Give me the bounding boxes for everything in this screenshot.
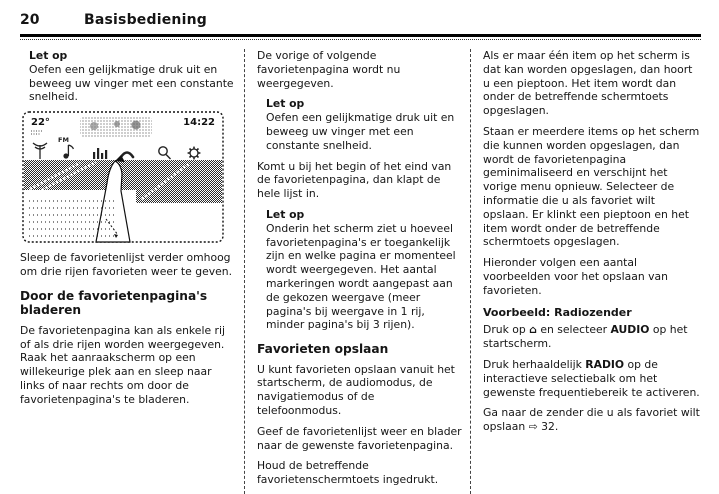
note-label: Let op: [266, 97, 305, 111]
temperature-label: 22°: [31, 117, 50, 129]
text-segment: en selecteer: [536, 323, 611, 337]
paragraph: De vorige of volgende favorietenpagina wordt nu weergegeven.: [257, 49, 401, 90]
note-block: [29, 49, 234, 104]
note-text: Oefen een gelijkmatige druk uit en beweeg uw vinger met een constante snelheid.: [266, 111, 455, 152]
infotainment-figure: [22, 111, 234, 243]
clock-label: 14:22: [183, 117, 215, 129]
text-columns: [20, 49, 701, 494]
section-heading-save: Favorieten opslaan: [257, 342, 389, 357]
audio-button-label: AUDIO: [610, 323, 650, 337]
paragraph: Komt u bij het begin of het eind van de favorietenpagina, dan klapt de hele lijst in.: [257, 159, 452, 201]
paragraph: Hieronder volgen een aantal voorbeelden voor het opslaan van favorieten.: [483, 256, 669, 297]
note-text: Onderin het scherm ziet u hoeveel favorietenpagina's er toegankelijk zijn en welke pagina er momenteel wordt weergegeven. Het aantal markeringen wordt aangepast aan de gekozen weergave (meer pagina's bij weergave in 1 rij, minder pagina's bij 3 rijen).: [266, 221, 456, 332]
note-block: [266, 97, 462, 152]
paragraph-audio: [483, 323, 701, 351]
note-label: Let op: [266, 207, 305, 221]
station-info-blur: [80, 116, 152, 137]
text-segment: Druk op: [483, 323, 530, 337]
page-header: [20, 12, 701, 32]
paragraph: De favorietenpagina kan als enkele rij of als drie rijen worden weergegeven. Raak het aanraakscherm op een willekeurige plek aan en sleep naar links of naar rechts om door de favorietenpagina's te bladeren.: [20, 323, 225, 406]
text-segment: Ga naar de zender die u als favoriet wilt opslaan: [483, 406, 700, 434]
page-number: 20: [20, 12, 40, 28]
section-heading-browse: Door de favorietenpagina's bladeren: [20, 288, 208, 318]
example-heading-radio: Voorbeeld: Radiozender: [483, 305, 632, 319]
text-segment: op het startscherm.: [483, 323, 688, 351]
paragraph-radio: [483, 358, 701, 399]
text-segment: op de interactieve selectiebalk om het gewenste frequentiebereik te activeren.: [483, 357, 700, 399]
chapter-title: Basisbediening: [84, 12, 207, 28]
paragraph: U kunt favorieten opslaan vanuit het startscherm, de audiomodus, de navigatiemodus of de telefoonmodus.: [257, 362, 455, 418]
paragraph: Sleep de favorietenlijst verder omhoog om drie rijen favorieten weer te geven.: [20, 251, 233, 278]
note-block: [266, 208, 462, 332]
text-segment: Druk herhaaldelijk: [483, 357, 586, 371]
note-label: Let op: [29, 49, 68, 62]
paragraph: Geef de favorietenlijst weer en blader naar de gewenste favorietenpagina.: [257, 424, 462, 452]
radio-button-label: RADIO: [585, 357, 625, 371]
paragraph-crossref: [483, 406, 701, 434]
fm-label: FM: [58, 136, 69, 145]
column-2: [244, 49, 470, 494]
paragraph: Houd de betreffende favorietenschermtoets ingedrukt.: [257, 459, 439, 487]
paragraph: Staan er meerdere items op het scherm die kunnen worden opgeslagen, dan wordt de favorietenpagina geminimaliseerd en verschijnt het vorige menu opnieuw. Selecteer de informatie die u als favoriet wilt opslaan. Er klinkt een pieptoon en het item wordt onder de betreffende schermtoets opgeslagen.: [483, 124, 700, 249]
cross-reference: ⇨ 32: [528, 420, 555, 434]
column-3: [470, 49, 701, 494]
header-rule: [20, 34, 701, 40]
text-segment: .: [554, 420, 559, 434]
home-icon: ⌂: [529, 323, 537, 337]
column-1: [20, 49, 244, 494]
paragraph: Als er maar één item op het scherm is dat kan worden opgeslagen, dan hoort u een pieptoon. Het item wordt dan onder de betreffende schermtoets opgeslagen.: [483, 49, 693, 118]
note-text: Oefen een gelijkmatige druk uit en beweeg uw vinger met een constante snelheid.: [29, 62, 234, 104]
